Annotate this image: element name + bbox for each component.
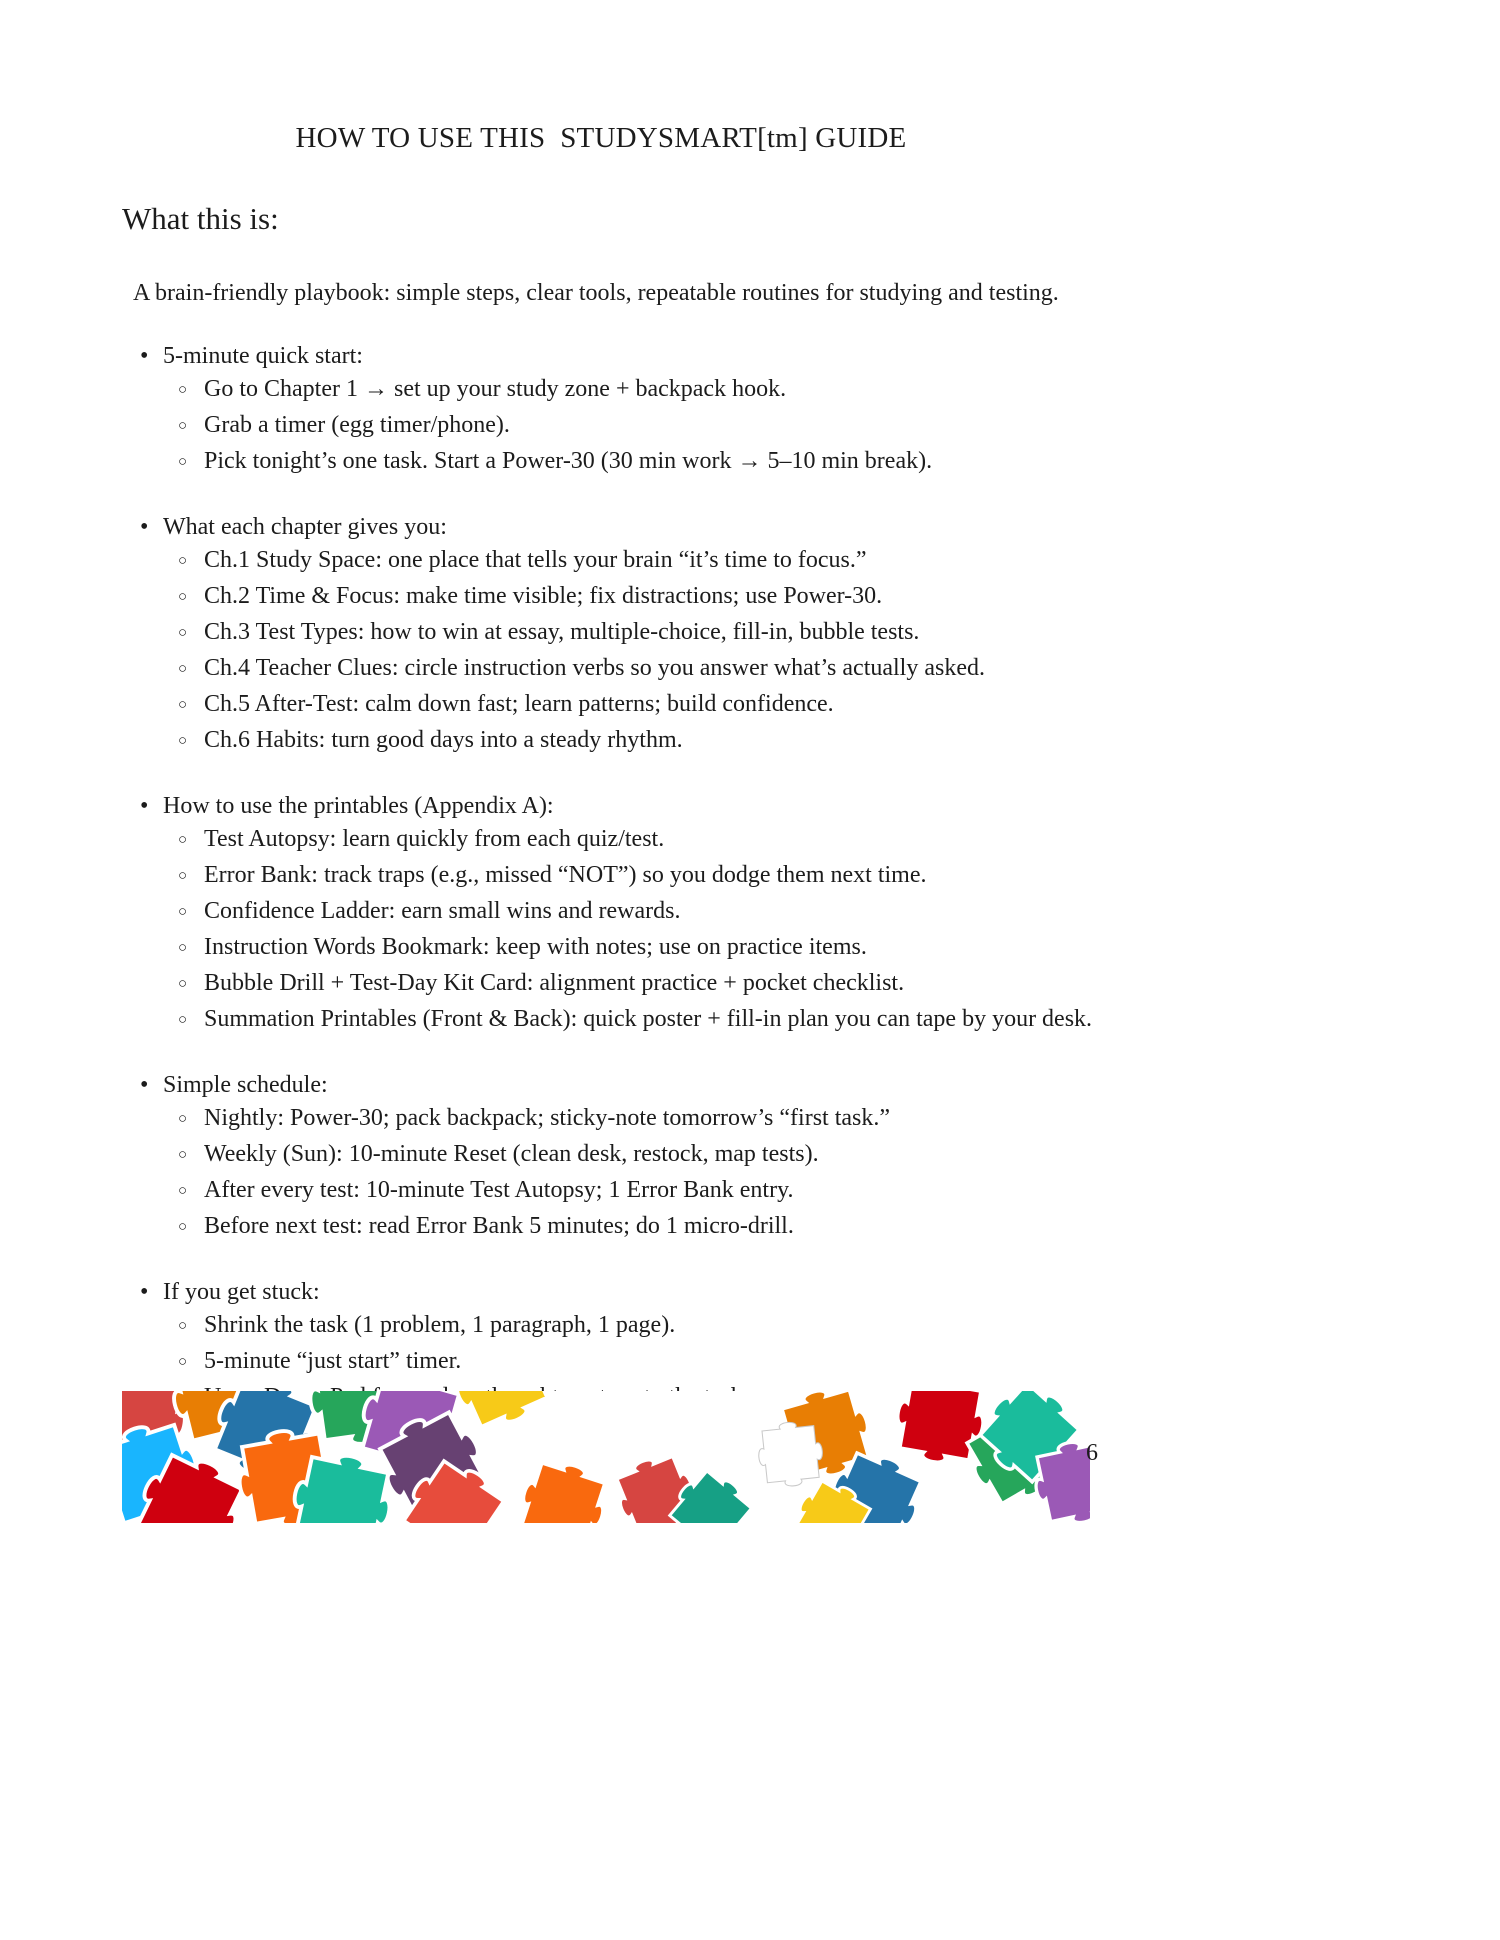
sub-bullet-item — [122, 616, 1132, 652]
circle-marker — [178, 823, 204, 859]
bullet-label: If you get stuck: — [163, 1279, 320, 1305]
sub-bullet-text: Instruction Words Bookmark: keep with notes; use on practice items. — [204, 934, 867, 960]
sub-bullet-text: Ch.3 Test Types: how to win at essay, multiple-choice, fill-in, bubble tests. — [204, 619, 920, 645]
sub-bullet-item — [122, 967, 1132, 1003]
section-printables — [122, 790, 1132, 1039]
circle-marker — [178, 1174, 204, 1210]
sub-bullet-text: Pick tonight’s one task. Start a Power-30 (30 min work → 5–10 min break). — [204, 448, 933, 474]
sub-bullet-item — [122, 895, 1132, 931]
section-quick-start — [122, 340, 1132, 481]
sub-bullet-text: Grab a timer (egg timer/phone). — [204, 412, 510, 438]
puzzle-banner-image — [122, 1391, 1090, 1523]
sub-bullet-item — [122, 1102, 1132, 1138]
circle-marker — [178, 859, 204, 895]
sub-bullet-item — [122, 1309, 1132, 1345]
circle-marker — [178, 409, 204, 445]
circle-marker — [178, 1003, 204, 1039]
circle-marker — [178, 544, 204, 580]
sub-bullet-text: Ch.2 Time & Focus: make time visible; fix distractions; use Power-30. — [204, 583, 883, 609]
bullet-item — [122, 511, 1132, 544]
sub-bullet-text: Error Bank: track traps (e.g., missed “NOT”) so you dodge them next time. — [204, 862, 927, 888]
circle-marker — [178, 1102, 204, 1138]
sub-bullet-text: Weekly (Sun): 10-minute Reset (clean desk, restock, map tests). — [204, 1141, 819, 1167]
intro-paragraph: A brain-friendly playbook: simple steps, clear tools, repeatable routines for studying and testing. — [133, 280, 1059, 306]
bullet-item — [122, 1069, 1132, 1102]
sub-bullet-text: 5-minute “just start” timer. — [204, 1348, 462, 1374]
sub-bullet-text: Ch.1 Study Space: one place that tells your brain “it’s time to focus.” — [204, 547, 867, 573]
bullet-item — [122, 1276, 1132, 1309]
bullet-label: How to use the printables (Appendix A): — [163, 793, 554, 819]
sub-bullet-text: Go to Chapter 1 → set up your study zone + backpack hook. — [204, 376, 787, 402]
bullet-marker — [140, 1276, 163, 1309]
sub-bullet-item — [122, 409, 1132, 445]
circle-marker — [178, 373, 204, 409]
sub-bullet-item — [122, 1210, 1132, 1246]
sub-bullet-item — [122, 652, 1132, 688]
sub-bullet-text: Ch.5 After-Test: calm down fast; learn patterns; build confidence. — [204, 691, 834, 717]
circle-marker — [178, 1345, 204, 1381]
sub-bullet-text: Nightly: Power-30; pack backpack; sticky-note tomorrow’s “first task.” — [204, 1105, 891, 1131]
sub-bullet-text: Summation Printables (Front & Back): quick poster + fill-in plan you can tape by your desk. — [204, 1006, 1093, 1032]
bullet-label: 5-minute quick start: — [163, 343, 363, 369]
circle-marker — [178, 931, 204, 967]
bullet-label: What each chapter gives you: — [163, 514, 447, 540]
page-title: HOW TO USE THIS STUDYSMART[tm] GUIDE — [295, 122, 907, 154]
circle-marker — [178, 652, 204, 688]
sub-bullet-text: Test Autopsy: learn quickly from each quiz/test. — [204, 826, 665, 852]
sub-bullet-text: Confidence Ladder: earn small wins and rewards. — [204, 898, 681, 924]
sub-bullet-item — [122, 1345, 1132, 1381]
sub-bullet-item — [122, 688, 1132, 724]
sub-bullet-item — [122, 1174, 1132, 1210]
page-number: 6 — [1086, 1440, 1098, 1466]
sub-bullet-item — [122, 1003, 1132, 1039]
sub-bullet-item — [122, 724, 1132, 760]
bullet-item — [122, 790, 1132, 823]
bullet-marker — [140, 790, 163, 823]
bullet-label: Simple schedule: — [163, 1072, 328, 1098]
sub-bullet-item — [122, 445, 1132, 481]
circle-marker — [178, 895, 204, 931]
section-chapters — [122, 511, 1132, 760]
section-schedule — [122, 1069, 1132, 1246]
sub-bullet-item — [122, 1138, 1132, 1174]
sub-bullet-item — [122, 373, 1132, 409]
sub-bullet-item — [122, 931, 1132, 967]
sub-bullet-item — [122, 823, 1132, 859]
circle-marker — [178, 1309, 204, 1345]
circle-marker — [178, 967, 204, 1003]
bullet-marker — [140, 511, 163, 544]
circle-marker — [178, 724, 204, 760]
circle-marker — [178, 580, 204, 616]
sub-bullet-text: Before next test: read Error Bank 5 minutes; do 1 micro-drill. — [204, 1213, 794, 1239]
circle-marker — [178, 1138, 204, 1174]
sub-bullet-text: Ch.6 Habits: turn good days into a steady rhythm. — [204, 727, 683, 753]
sub-bullet-text: Ch.4 Teacher Clues: circle instruction verbs so you answer what’s actually asked. — [204, 655, 985, 681]
circle-marker — [178, 616, 204, 652]
circle-marker — [178, 445, 204, 481]
circle-marker — [178, 1210, 204, 1246]
sub-bullet-text: Bubble Drill + Test-Day Kit Card: alignment practice + pocket checklist. — [204, 970, 905, 996]
bullet-marker — [140, 1069, 163, 1102]
bullet-item — [122, 340, 1132, 373]
bullet-marker — [140, 340, 163, 373]
sub-bullet-text: After every test: 10-minute Test Autopsy; 1 Error Bank entry. — [204, 1177, 794, 1203]
circle-marker — [178, 688, 204, 724]
document-page — [122, 0, 1132, 1417]
sub-bullet-item — [122, 544, 1132, 580]
sub-bullet-item — [122, 859, 1132, 895]
sub-bullet-item — [122, 580, 1132, 616]
section-heading: What this is: — [122, 201, 279, 236]
sub-bullet-text: Shrink the task (1 problem, 1 paragraph, 1 page). — [204, 1312, 676, 1338]
